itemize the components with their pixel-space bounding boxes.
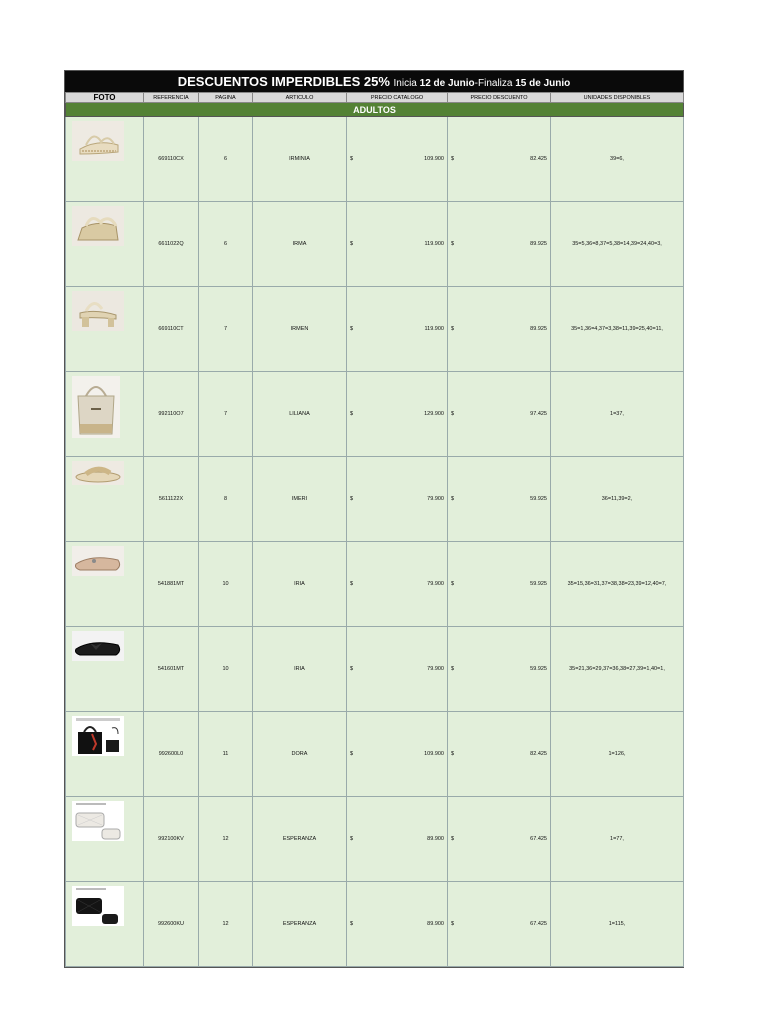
table-row — [66, 882, 684, 967]
currency-symbol: $ — [350, 411, 354, 417]
currency-symbol: $ — [451, 241, 455, 247]
units-cell: 35=15,36=31,37=38,38=23,39=12,40=7, — [551, 542, 684, 627]
catalog-price-cell — [347, 372, 448, 457]
article-cell: IMERI — [253, 457, 347, 542]
catalog-price-cell — [347, 287, 448, 372]
title-dates: Inicia 12 de Junio-Finaliza 15 de Junio — [393, 78, 571, 89]
block-heel-sandal-photo — [72, 291, 124, 331]
discount-price-cell — [448, 457, 551, 542]
page-cell: 6 — [199, 117, 253, 202]
article-cell: IRMA — [253, 202, 347, 287]
catalog-price-cell — [347, 712, 448, 797]
product-photo-cell — [66, 797, 144, 882]
discount-price-cell — [448, 117, 551, 202]
discount-price: 67.425 — [530, 836, 547, 842]
units-cell: 39=6, — [551, 117, 684, 202]
article-cell: DORA — [253, 712, 347, 797]
page-cell: 7 — [199, 287, 253, 372]
page-cell: 12 — [199, 797, 253, 882]
table-row — [66, 372, 684, 457]
discount-price-cell — [448, 372, 551, 457]
reference-cell: 5611122X — [144, 457, 199, 542]
page-cell: 6 — [199, 202, 253, 287]
product-photo-cell — [66, 542, 144, 627]
page-cell: 8 — [199, 457, 253, 542]
table-row — [66, 797, 684, 882]
reference-cell: 541601MT — [144, 627, 199, 712]
section-label: ADULTOS — [66, 103, 684, 117]
catalog-price-cell — [347, 542, 448, 627]
sheet-title — [65, 71, 683, 92]
discount-price-cell — [448, 202, 551, 287]
product-photo-cell — [66, 117, 144, 202]
page-cell: 10 — [199, 542, 253, 627]
nude-flat-shoe-photo — [72, 546, 124, 576]
black-crossbody-photo — [72, 886, 124, 926]
currency-symbol: $ — [350, 921, 354, 927]
product-photo-cell — [66, 627, 144, 712]
discount-price: 89.925 — [530, 241, 547, 247]
currency-symbol: $ — [350, 666, 354, 672]
page-cell: 12 — [199, 882, 253, 967]
currency-symbol: $ — [350, 496, 354, 502]
units-cell: 36=11,39=2, — [551, 457, 684, 542]
currency-symbol: $ — [350, 156, 354, 162]
discount-price-cell — [448, 797, 551, 882]
currency-symbol: $ — [451, 411, 455, 417]
header-foto: FOTO — [66, 93, 144, 103]
catalog-price: 89.900 — [427, 836, 444, 842]
catalog-price: 89.900 — [427, 921, 444, 927]
product-photo-cell — [66, 712, 144, 797]
section-row — [66, 103, 684, 117]
article-cell: IRIA — [253, 542, 347, 627]
reference-cell: 6611022Q — [144, 202, 199, 287]
header-unidades: UNIDADES DISPONIBLES — [551, 93, 684, 103]
currency-symbol: $ — [451, 326, 455, 332]
table-row — [66, 202, 684, 287]
reference-cell: 669110CX — [144, 117, 199, 202]
wedge-sandal-photo — [72, 206, 124, 246]
page-cell: 11 — [199, 712, 253, 797]
table-row — [66, 287, 684, 372]
reference-cell: 992100KV — [144, 797, 199, 882]
tote-bag-photo — [72, 376, 120, 438]
currency-symbol: $ — [350, 836, 354, 842]
currency-symbol: $ — [350, 751, 354, 757]
catalog-price: 79.900 — [427, 666, 444, 672]
units-cell: 1=37, — [551, 372, 684, 457]
catalog-price-cell — [347, 202, 448, 287]
page-cell: 10 — [199, 627, 253, 712]
discount-price-cell — [448, 287, 551, 372]
catalog-price-cell — [347, 627, 448, 712]
table-row — [66, 627, 684, 712]
units-cell: 35=21,36=29,37=36,38=27,39=1,40=1, — [551, 627, 684, 712]
catalog-price-cell — [347, 797, 448, 882]
units-cell: 1=126, — [551, 712, 684, 797]
discount-price: 97.425 — [530, 411, 547, 417]
currency-symbol: $ — [350, 326, 354, 332]
article-cell: ESPERANZA — [253, 882, 347, 967]
header-referencia: REFERENCIA — [144, 93, 199, 103]
catalog-price-cell — [347, 882, 448, 967]
table-row — [66, 117, 684, 202]
table-row — [66, 712, 684, 797]
currency-symbol: $ — [451, 836, 455, 842]
table-row — [66, 542, 684, 627]
article-cell: IRIA — [253, 627, 347, 712]
article-cell: LILIANA — [253, 372, 347, 457]
units-cell: 1=77, — [551, 797, 684, 882]
header-precio-descuento: PRECIO DESCUENTO — [448, 93, 551, 103]
discount-price: 89.925 — [530, 326, 547, 332]
discount-price: 59.925 — [530, 581, 547, 587]
catalog-price: 119.900 — [424, 241, 444, 247]
platform-sandal-photo — [72, 121, 124, 161]
article-cell: ESPERANZA — [253, 797, 347, 882]
product-photo-cell — [66, 202, 144, 287]
title-main: DESCUENTOS IMPERDIBLES 25% — [177, 74, 390, 89]
currency-symbol: $ — [451, 666, 455, 672]
catalog-price-cell — [347, 117, 448, 202]
product-photo-cell — [66, 372, 144, 457]
discount-price-cell — [448, 627, 551, 712]
catalog-price-cell — [347, 457, 448, 542]
discount-price: 59.925 — [530, 666, 547, 672]
catalog-price: 119.900 — [424, 326, 444, 332]
header-row — [66, 93, 684, 103]
article-cell: IRMINIA — [253, 117, 347, 202]
units-cell: 1=115, — [551, 882, 684, 967]
discount-price-cell — [448, 542, 551, 627]
article-cell: IRMEN — [253, 287, 347, 372]
header-articulo: ARTICULO — [253, 93, 347, 103]
reference-cell: 992110O7 — [144, 372, 199, 457]
units-cell: 35=5,36=8,37=5,38=14,39=24,40=3, — [551, 202, 684, 287]
product-photo-cell — [66, 882, 144, 967]
discount-price-cell — [448, 882, 551, 967]
price-sheet — [64, 70, 684, 968]
catalog-price: 79.900 — [427, 581, 444, 587]
header-precio-catalogo: PRECIO CATALOGO — [347, 93, 448, 103]
currency-symbol: $ — [451, 921, 455, 927]
black-handbag-photo — [72, 716, 124, 756]
catalog-price: 129.900 — [424, 411, 444, 417]
products-table — [65, 92, 684, 967]
catalog-price: 109.900 — [424, 751, 444, 757]
product-photo-cell — [66, 287, 144, 372]
discount-price: 59.925 — [530, 496, 547, 502]
units-cell: 35=1,36=4,37=3,38=11,39=25,40=11, — [551, 287, 684, 372]
currency-symbol: $ — [451, 581, 455, 587]
currency-symbol: $ — [451, 496, 455, 502]
page-cell: 7 — [199, 372, 253, 457]
currency-symbol: $ — [451, 751, 455, 757]
catalog-price: 79.900 — [427, 496, 444, 502]
table-row — [66, 457, 684, 542]
catalog-price: 109.900 — [424, 156, 444, 162]
reference-cell: 669110CT — [144, 287, 199, 372]
slide-sandal-photo — [72, 461, 124, 485]
white-crossbody-photo — [72, 801, 124, 841]
product-photo-cell — [66, 457, 144, 542]
discount-price: 82.425 — [530, 751, 547, 757]
discount-price: 82.425 — [530, 156, 547, 162]
reference-cell: 541881MT — [144, 542, 199, 627]
discount-price: 67.425 — [530, 921, 547, 927]
currency-symbol: $ — [350, 241, 354, 247]
discount-price-cell — [448, 712, 551, 797]
reference-cell: 992600L0 — [144, 712, 199, 797]
header-pagina: PAGINA — [199, 93, 253, 103]
currency-symbol: $ — [350, 581, 354, 587]
reference-cell: 992600KU — [144, 882, 199, 967]
currency-symbol: $ — [451, 156, 455, 162]
black-flat-shoe-photo — [72, 631, 124, 661]
